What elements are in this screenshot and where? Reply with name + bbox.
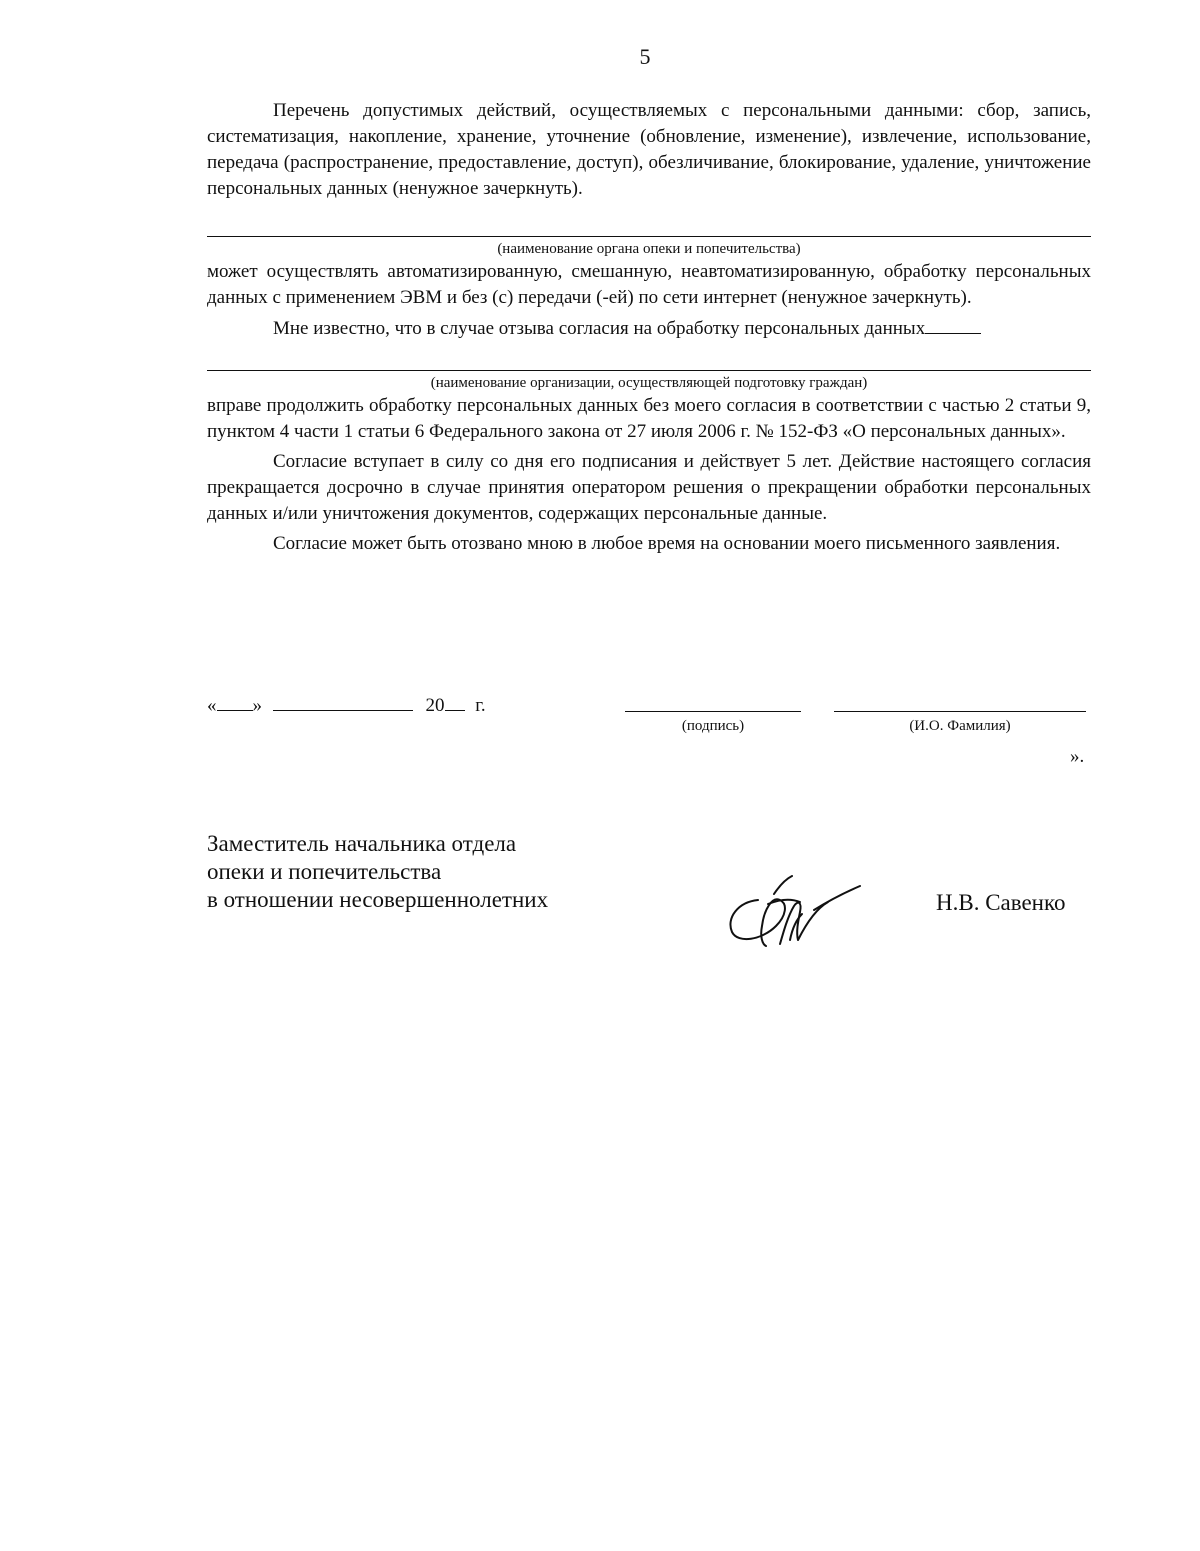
- date-close-quote: »: [252, 695, 262, 716]
- caption-training-organization: (наименование организации, осуществляющей подготовку граждан): [430, 375, 868, 391]
- paragraph-processing-types: может осуществлять автоматизированную, смешанную, неавтоматизированную, обработку персональных данных с применением ЭВМ и без (с) передачи (-ей) по сети интернет (ненужное зачеркнуть).: [207, 261, 1091, 308]
- withdrawal-notice-text: Мне известно, что в случае отзыва согласия на обработку персональных данных: [273, 318, 926, 339]
- fill-line-guardianship-body: [207, 212, 1091, 237]
- date-field: [207, 690, 486, 717]
- signature-line[interactable]: [625, 711, 801, 712]
- year-prefix: 20: [425, 695, 445, 716]
- official-title-line-3: в отношении несовершеннолетних: [207, 887, 549, 912]
- fill-line-training-organization: [207, 346, 1091, 371]
- day-blank[interactable]: [217, 690, 253, 711]
- paragraph-law-reference: вправе продолжить обработку персональных данных без моего согласия в соответствии с частью 2 статьи 9, пунктом 4 части 1 статьи 6 Федерального закона от 27 июля 2006 г. № 152-ФЗ «О персональных данных».: [207, 395, 1091, 442]
- closing-quote: ».: [1070, 746, 1085, 767]
- year-suffix: г.: [475, 695, 486, 716]
- caption-guardianship-body: (наименование органа опеки и попечительства): [497, 241, 801, 257]
- date-open-quote: «: [207, 695, 217, 716]
- official-title-line-1: Заместитель начальника отдела: [207, 831, 517, 856]
- paragraph-revocation: Согласие может быть отозвано мною в любое время на основании моего письменного заявления.: [273, 533, 1061, 554]
- official-title: [207, 830, 548, 914]
- name-caption: (И.О. Фамилия): [909, 718, 1011, 734]
- official-title-line-2: опеки и попечительства: [207, 859, 442, 884]
- signature-caption: (подпись): [681, 718, 745, 734]
- paragraph-actions-list: Перечень допустимых действий, осуществляемых с персональными данными: сбор, запись, систематизация, накопление, хранение, уточнение (обновление, изменение), извлечение, использование, передача (распространение, предоставление, доступ), обезличивание, блокирование, удаление, уничтожение персональных данных (ненужное зачеркнуть).: [207, 100, 1091, 199]
- paragraph-validity: Согласие вступает в силу со дня его подписания и действует 5 лет. Действие настоящего согласия прекращается досрочно в случае принятия оператором решения о прекращении обработки персональных данных и/или уничтожения документов, содержащих персональные данные.: [207, 451, 1091, 524]
- document-body: [207, 98, 1091, 557]
- paragraph-withdrawal-notice: [207, 315, 1091, 342]
- month-blank[interactable]: [273, 690, 413, 711]
- year-blank[interactable]: [445, 690, 465, 711]
- official-name: Н.В. Савенко: [936, 890, 1066, 915]
- handwritten-signature-icon: [718, 870, 868, 950]
- name-line[interactable]: [834, 711, 1086, 712]
- inline-blank: [925, 315, 981, 334]
- page-number: 5: [639, 44, 651, 69]
